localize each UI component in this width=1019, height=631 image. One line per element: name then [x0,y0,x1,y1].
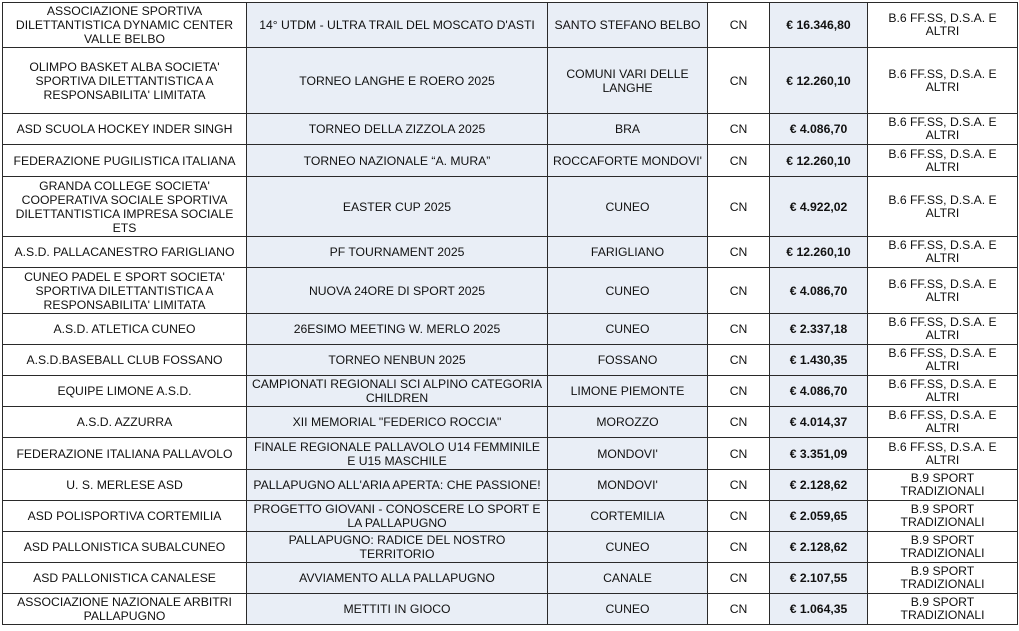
amount-cell: € 2.059,65 [770,501,868,532]
org-cell: ASSOCIAZIONE SPORTIVA DILETTANTISTICA DYNAMIC CENTER VALLE BELBO [3,3,247,48]
place-cell: MOROZZO [548,407,708,438]
category-cell: B.9 SPORT TRADIZIONALI [868,532,1018,563]
event-cell: PALLAPUGNO ALL'ARIA APERTA: CHE PASSIONE! [247,470,548,501]
category-cell: B.6 FF.SS, D.S.A. E ALTRI [868,145,1018,177]
province-cell: CN [708,501,770,532]
category-cell: B.6 FF.SS, D.S.A. E ALTRI [868,314,1018,345]
province-cell: CN [708,376,770,407]
org-cell: A.S.D. AZZURRA [3,407,247,438]
place-cell: CUNEO [548,314,708,345]
category-cell: B.9 SPORT TRADIZIONALI [868,501,1018,532]
table-row [3,268,1018,314]
event-cell: FINALE REGIONALE PALLAVOLO U14 FEMMINILE E U15 MASCHILE [247,438,548,470]
org-cell: ASD PALLONISTICA SUBALCUNEO [3,532,247,563]
table-row [3,594,1018,625]
table-row [3,438,1018,470]
org-cell: U. S. MERLESE ASD [3,470,247,501]
place-cell: CUNEO [548,268,708,314]
province-cell: CN [708,532,770,563]
province-cell: CN [708,314,770,345]
amount-cell: € 2.128,62 [770,470,868,501]
province-cell: CN [708,145,770,177]
org-cell: A.S.D. PALLACANESTRO FARIGLIANO [3,237,247,268]
amount-cell: € 3.351,09 [770,438,868,470]
place-cell: MONDOVI' [548,438,708,470]
category-cell: B.6 FF.SS, D.S.A. E ALTRI [868,268,1018,314]
province-cell: CN [708,563,770,594]
grants-table [2,2,1018,625]
event-cell: AVVIAMENTO ALLA PALLAPUGNO [247,563,548,594]
amount-cell: € 16.346,80 [770,3,868,48]
amount-cell: € 1.064,35 [770,594,868,625]
org-cell: FEDERAZIONE ITALIANA PALLAVOLO [3,438,247,470]
event-cell: EASTER CUP 2025 [247,177,548,237]
province-cell: CN [708,3,770,48]
table-row [3,376,1018,407]
province-cell: CN [708,345,770,376]
table-row [3,407,1018,438]
event-cell: CAMPIONATI REGIONALI SCI ALPINO CATEGORIA CHILDREN [247,376,548,407]
table-row [3,177,1018,237]
table-row [3,501,1018,532]
table-row [3,532,1018,563]
place-cell: CORTEMILIA [548,501,708,532]
category-cell: B.6 FF.SS, D.S.A. E ALTRI [868,407,1018,438]
category-cell: B.9 SPORT TRADIZIONALI [868,563,1018,594]
place-cell: CANALE [548,563,708,594]
place-cell: COMUNI VARI DELLE LANGHE [548,48,708,114]
province-cell: CN [708,114,770,145]
place-cell: ROCCAFORTE MONDOVI' [548,145,708,177]
event-cell: TORNEO NAZIONALE “A. MURA” [247,145,548,177]
org-cell: A.S.D. ATLETICA CUNEO [3,314,247,345]
amount-cell: € 12.260,10 [770,145,868,177]
province-cell: CN [708,48,770,114]
org-cell: EQUIPE LIMONE A.S.D. [3,376,247,407]
amount-cell: € 4.086,70 [770,114,868,145]
amount-cell: € 2.337,18 [770,314,868,345]
org-cell: ASD SCUOLA HOCKEY INDER SINGH [3,114,247,145]
province-cell: CN [708,470,770,501]
org-cell: ASD PALLONISTICA CANALESE [3,563,247,594]
event-cell: 26ESIMO MEETING W. MERLO 2025 [247,314,548,345]
table-row [3,48,1018,114]
event-cell: TORNEO DELLA ZIZZOLA 2025 [247,114,548,145]
amount-cell: € 12.260,10 [770,48,868,114]
table-row [3,563,1018,594]
province-cell: CN [708,594,770,625]
province-cell: CN [708,438,770,470]
event-cell: XII MEMORIAL "FEDERICO ROCCIA" [247,407,548,438]
place-cell: BRA [548,114,708,145]
table-row [3,145,1018,177]
place-cell: FOSSANO [548,345,708,376]
table-row [3,237,1018,268]
event-cell: PROGETTO GIOVANI - CONOSCERE LO SPORT E LA PALLAPUGNO [247,501,548,532]
event-cell: PF TOURNAMENT 2025 [247,237,548,268]
category-cell: B.6 FF.SS, D.S.A. E ALTRI [868,114,1018,145]
event-cell: NUOVA 24ORE DI SPORT 2025 [247,268,548,314]
amount-cell: € 1.430,35 [770,345,868,376]
amount-cell: € 2.107,55 [770,563,868,594]
event-cell: PALLAPUGNO: RADICE DEL NOSTRO TERRITORIO [247,532,548,563]
org-cell: A.S.D.BASEBALL CLUB FOSSANO [3,345,247,376]
place-cell: CUNEO [548,177,708,237]
place-cell: CUNEO [548,532,708,563]
event-cell: TORNEO LANGHE E ROERO 2025 [247,48,548,114]
place-cell: LIMONE PIEMONTE [548,376,708,407]
org-cell: ASSOCIAZIONE NAZIONALE ARBITRI PALLAPUGNO [3,594,247,625]
place-cell: MONDOVI' [548,470,708,501]
table-row [3,314,1018,345]
table-row [3,470,1018,501]
org-cell: ASD POLISPORTIVA CORTEMILIA [3,501,247,532]
category-cell: B.6 FF.SS, D.S.A. E ALTRI [868,345,1018,376]
province-cell: CN [708,177,770,237]
org-cell: OLIMPO BASKET ALBA SOCIETA' SPORTIVA DILETTANTISTICA A RESPONSABILITA' LIMITATA [3,48,247,114]
category-cell: B.6 FF.SS, D.S.A. E ALTRI [868,438,1018,470]
place-cell: SANTO STEFANO BELBO [548,3,708,48]
amount-cell: € 4.086,70 [770,268,868,314]
org-cell: GRANDA COLLEGE SOCIETA' COOPERATIVA SOCIALE SPORTIVA DILETTANTISTICA IMPRESA SOCIALE ETS [3,177,247,237]
grants-table-body [3,3,1018,625]
category-cell: B.6 FF.SS, D.S.A. E ALTRI [868,48,1018,114]
event-cell: METTITI IN GIOCO [247,594,548,625]
category-cell: B.6 FF.SS, D.S.A. E ALTRI [868,237,1018,268]
table-row [3,345,1018,376]
category-cell: B.6 FF.SS, D.S.A. E ALTRI [868,177,1018,237]
amount-cell: € 4.922,02 [770,177,868,237]
province-cell: CN [708,407,770,438]
amount-cell: € 4.086,70 [770,376,868,407]
amount-cell: € 12.260,10 [770,237,868,268]
province-cell: CN [708,237,770,268]
org-cell: FEDERAZIONE PUGILISTICA ITALIANA [3,145,247,177]
place-cell: FARIGLIANO [548,237,708,268]
place-cell: CUNEO [548,594,708,625]
org-cell: CUNEO PADEL E SPORT SOCIETA' SPORTIVA DILETTANTISTICA A RESPONSABILITA' LIMITATA [3,268,247,314]
table-row [3,114,1018,145]
amount-cell: € 2.128,62 [770,532,868,563]
amount-cell: € 4.014,37 [770,407,868,438]
category-cell: B.9 SPORT TRADIZIONALI [868,470,1018,501]
table-row [3,3,1018,48]
category-cell: B.6 FF.SS, D.S.A. E ALTRI [868,3,1018,48]
event-cell: 14° UTDM - ULTRA TRAIL DEL MOSCATO D'ASTI [247,3,548,48]
event-cell: TORNEO NENBUN 2025 [247,345,548,376]
province-cell: CN [708,268,770,314]
category-cell: B.9 SPORT TRADIZIONALI [868,594,1018,625]
category-cell: B.6 FF.SS, D.S.A. E ALTRI [868,376,1018,407]
